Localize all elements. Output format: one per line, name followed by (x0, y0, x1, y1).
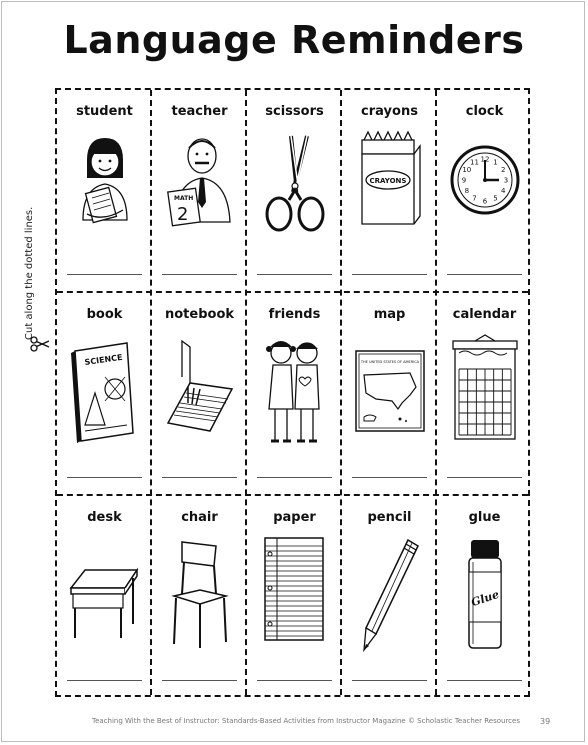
notebook-icon (160, 333, 239, 453)
card-glue[interactable] (437, 496, 532, 699)
svg-text:THE UNITED STATES OF AMERICA: THE UNITED STATES OF AMERICA (360, 360, 420, 364)
svg-text:6: 6 (482, 197, 488, 206)
desk-icon (65, 536, 144, 656)
svg-text:4: 4 (500, 187, 506, 195)
card-chair[interactable] (152, 496, 247, 699)
card-label: paper (273, 510, 316, 525)
clock-icon (445, 130, 524, 250)
svg-text:5: 5 (493, 194, 498, 203)
page-title: Language Reminders (63, 18, 525, 62)
card-label: desk (87, 510, 122, 525)
card-friends[interactable] (247, 293, 342, 496)
card-pencil[interactable] (342, 496, 437, 699)
scissors-cut-icon (30, 336, 50, 352)
card-map[interactable] (342, 293, 437, 496)
card-crayons[interactable] (342, 90, 437, 293)
svg-text:1: 1 (493, 158, 498, 167)
card-desk[interactable] (57, 496, 152, 699)
card-calendar[interactable] (437, 293, 532, 496)
svg-text:2: 2 (177, 204, 189, 225)
student-icon (65, 130, 144, 250)
card-label: clock (465, 104, 504, 119)
chair-icon (160, 536, 239, 656)
crayons-icon (350, 130, 429, 250)
scissors-icon (255, 130, 334, 250)
book-icon (65, 333, 144, 453)
card-notebook[interactable] (152, 293, 247, 496)
svg-text:9: 9 (461, 176, 467, 185)
card-clock[interactable] (437, 90, 532, 293)
svg-text:SCIENCE: SCIENCE (84, 352, 124, 367)
card-label: teacher (171, 104, 228, 119)
map-icon (350, 333, 429, 453)
svg-text:MATH: MATH (174, 195, 194, 202)
svg-text:12: 12 (480, 155, 490, 164)
teacher-icon (160, 130, 239, 250)
card-label: map (373, 307, 406, 322)
svg-text:11: 11 (470, 158, 479, 167)
page-number: 39 (540, 717, 551, 726)
card-label: student (76, 104, 133, 119)
card-label: friends (268, 307, 321, 322)
card-label: calendar (452, 307, 517, 322)
card-student[interactable] (57, 90, 152, 293)
svg-text:2: 2 (500, 166, 506, 174)
card-label: scissors (265, 104, 324, 119)
card-label: chair (181, 510, 218, 525)
svg-text:7: 7 (472, 194, 477, 203)
card-label: crayons (361, 104, 418, 119)
svg-text:3: 3 (503, 176, 509, 185)
card-label: book (86, 307, 123, 322)
cut-instruction: Cut along the dotted lines. (24, 206, 35, 340)
pencil-icon (350, 536, 429, 656)
cut-out-card-grid (55, 88, 530, 697)
svg-text:10: 10 (462, 166, 472, 174)
calendar-icon (445, 333, 524, 453)
card-teacher[interactable] (152, 90, 247, 293)
footer-credit: Teaching With the Best of Instructor: Standards-Based Activities from Instructor Magazine © Scholastic Teacher Resources (92, 717, 520, 725)
card-scissors[interactable] (247, 90, 342, 293)
paper-icon (255, 536, 334, 656)
card-label: glue (468, 510, 501, 525)
glue-icon (445, 536, 524, 656)
svg-text:Glue: Glue (469, 587, 501, 610)
card-paper[interactable] (247, 496, 342, 699)
svg-text:CRAYONS: CRAYONS (369, 177, 407, 185)
card-label: pencil (367, 510, 412, 525)
svg-text:8: 8 (464, 187, 470, 195)
card-book[interactable] (57, 293, 152, 496)
card-label: notebook (164, 307, 235, 322)
friends-icon (255, 333, 334, 453)
